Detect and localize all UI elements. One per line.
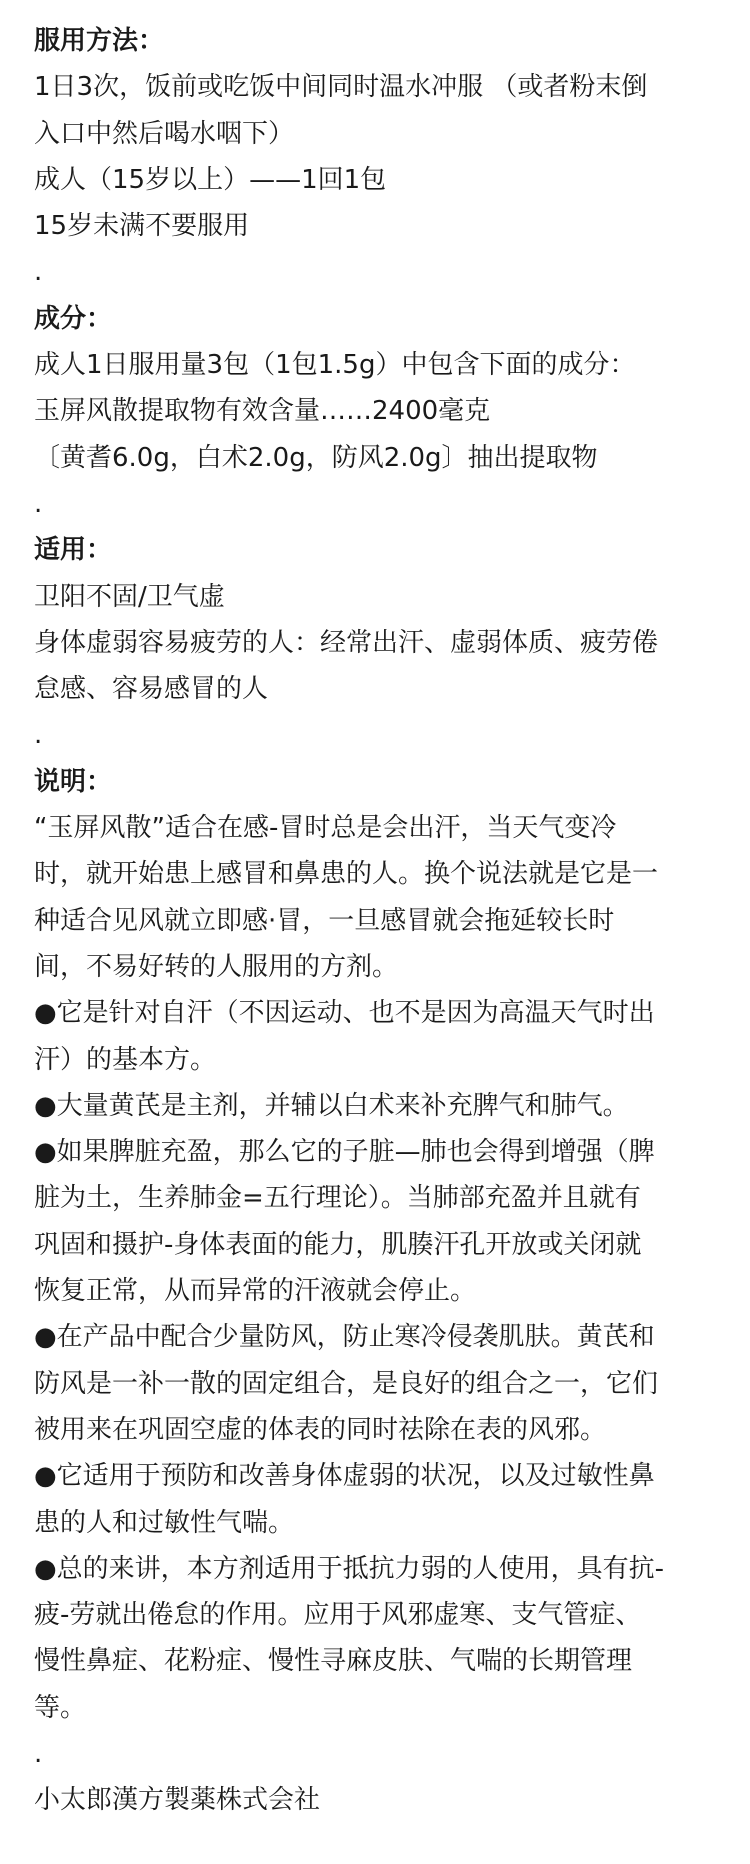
text-line: 等。: [34, 1692, 87, 1723]
bullet-line: ●总的来讲，本方剂适用于抵抗力弱的人使用，具有抗-: [34, 1553, 665, 1584]
text-line: 慢性鼻症、花粉症、慢性寻麻皮肤、气喘的长期管理: [34, 1646, 633, 1677]
text-line: 卫阳不固/卫气虚: [34, 581, 225, 612]
bullet-line: ●它适用于预防和改善身体虚弱的状况，以及过敏性鼻: [34, 1461, 655, 1492]
text-line: 成人（15岁以上）——1回1包: [34, 164, 387, 195]
text-line: 恢复正常，从而异常的汗液就会停止。: [34, 1276, 477, 1307]
company-name: 小太郎漢方製薬株式会社: [34, 1785, 321, 1816]
text-line: 〔黄耆6.0g，白术2.0g，防风2.0g〕抽出提取物: [34, 442, 598, 473]
bullet-line: ●在产品中配合少量防风，防止寒冷侵袭肌肤。黄芪和: [34, 1322, 655, 1353]
text-line: 1日3次，饭前或吃饭中间同时温水冲服 （或者粉末倒: [34, 72, 648, 103]
text-line: 种适合见风就立即感·冒，一旦感冒就会拖延较长时: [34, 905, 615, 936]
text-line: 患的人和过敏性气喘。: [34, 1507, 295, 1538]
bullet-line: ●大量黄芪是主剂，并辅以白术来补充脾气和肺气。: [34, 1090, 629, 1121]
text-line: 玉屏风散提取物有效含量……2400毫克: [34, 396, 491, 427]
section-heading: 适用：: [34, 535, 113, 566]
section-usage: [34, 18, 724, 296]
text-line: 15岁未满不要服用: [34, 211, 250, 242]
text-line: 汗）的基本方。: [34, 1044, 217, 1075]
text-line: “玉屏风散”适合在感-冒时总是会出汗，当天气变冷: [34, 813, 617, 844]
text-line: 时，就开始患上感冒和鼻患的人。换个说法就是它是一: [34, 859, 659, 890]
text-line: 疲-劳就出倦怠的作用。应用于风邪虚寒、支气管症、: [34, 1600, 642, 1631]
section-heading: 服用方法：: [34, 26, 165, 56]
text-line: 怠感、容易感冒的人: [34, 674, 269, 705]
section-heading: 成分：: [34, 303, 113, 334]
text-line: 间，不易好转的人服用的方剂。: [34, 951, 399, 982]
separator-dot: .: [34, 720, 43, 751]
document-body: [34, 18, 724, 1824]
text-line: 身体虚弱容易疲劳的人：经常出汗、虚弱体质、疲劳倦: [34, 627, 659, 658]
text-line: 防风是一补一散的固定组合，是良好的组合之一，它们: [34, 1368, 659, 1399]
separator-dot: .: [34, 1738, 43, 1769]
bullet-line: ●如果脾脏充盈，那么它的子脏—肺也会得到增强（脾: [34, 1137, 655, 1168]
text-line: 成人1日服用量3包（1包1.5g）中包含下面的成分：: [34, 350, 636, 381]
text-line: 脏为土，生养肺金=五行理论）。当肺部充盈并且就有: [34, 1183, 641, 1214]
text-line: 巩固和摄护-身体表面的能力，肌腠汗孔开放或关闭就: [34, 1229, 642, 1260]
bullet-line: ●它是针对自汗（不因运动、也不是因为高温天气时出: [34, 998, 655, 1029]
text-line: 被用来在巩固空虚的体表的同时祛除在表的风邪。: [34, 1414, 607, 1445]
section-heading: 说明：: [34, 766, 113, 797]
section-description: [34, 759, 724, 1778]
separator-dot: .: [34, 488, 43, 519]
separator-dot: .: [34, 257, 43, 288]
section-ingredients: [34, 296, 724, 527]
section-indications: [34, 527, 724, 758]
text-line: 入口中然后喝水咽下）: [34, 118, 295, 149]
